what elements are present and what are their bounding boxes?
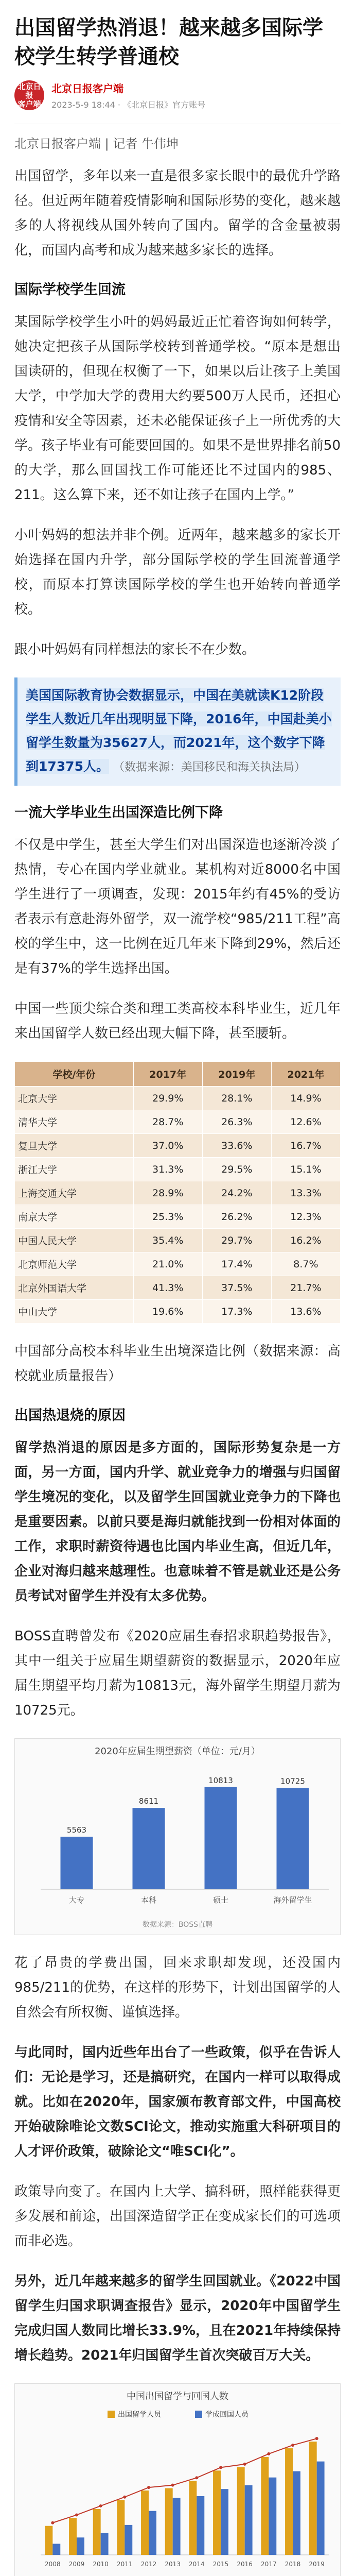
student-flow-chart xyxy=(14,2383,341,2576)
table-cell: 26.2% xyxy=(202,1205,271,1229)
table-cell: 37.0% xyxy=(133,1134,202,1158)
table-header-cell: 2017年 xyxy=(133,1062,202,1087)
chart-title: 2020年应届生期望薪资（单位：元/月） xyxy=(95,1746,260,1757)
chart2-bar-returned xyxy=(293,2471,300,2555)
body-paragraph: 与此同时，国内近些年出台了一些政策，似乎在告诉人们：无论是学习，还是搞研究，在国内一样可以取得成就。比如在2020年，国家颁布教育部文件，中国高校开始破除唯论文数SCI论文，推动实施重大科研项目的人才评价政策，破除论文“唯SCI化”。 xyxy=(14,2045,341,2159)
table-cell: 北京外国语大学 xyxy=(15,1276,134,1300)
table-cell: 17.3% xyxy=(202,1300,271,1324)
chart2-year-label: 2019 xyxy=(309,2561,325,2568)
chart2-bar-returned xyxy=(317,2462,325,2555)
chart2-bar-outbound xyxy=(285,2448,293,2555)
table-cell: 28.7% xyxy=(133,1110,202,1134)
university-table xyxy=(14,1061,341,1324)
chart2-trend-point xyxy=(51,2521,54,2524)
chart2-trend-point xyxy=(243,2463,246,2466)
chart2-bar-outbound xyxy=(45,2526,52,2555)
chart2-year-label: 2010 xyxy=(93,2561,109,2568)
table-cell: 35.4% xyxy=(133,1229,202,1252)
bar-chart-svg xyxy=(20,1760,339,1915)
table-row xyxy=(15,1087,341,1110)
table-row xyxy=(15,1276,341,1300)
legend-label: 出国留学人员 xyxy=(118,2411,161,2419)
chart-bar xyxy=(277,1788,309,1889)
chart2-trend-point xyxy=(267,2452,270,2455)
table-cell: 37.5% xyxy=(202,1276,271,1300)
author-name[interactable]: 北京日报客户端 xyxy=(51,82,123,95)
chart2-bar-outbound xyxy=(261,2457,269,2555)
chart2-year-label: 2015 xyxy=(212,2561,229,2568)
body-paragraph: 中国一些顶尖综合类和理工类高校本科毕业生，近几年来出国留学人数已经出现大幅下降，甚至腰斩。 xyxy=(14,1001,341,1041)
avatar-text: 北京日报 客户端 xyxy=(17,81,41,109)
chart-caption: 数据来源：BOSS直聘 xyxy=(142,1921,213,1929)
quote-source: （数据来源：美国移民和海关执法局） xyxy=(113,761,306,774)
table-row xyxy=(15,1205,341,1229)
chart2-year-label: 2011 xyxy=(117,2561,133,2568)
table-header-cell: 学校/年份 xyxy=(15,1062,134,1087)
chart2-bar-returned xyxy=(101,2533,109,2555)
table-cell: 29.9% xyxy=(133,1087,202,1110)
table-cell: 17.4% xyxy=(202,1252,271,1276)
chart2-year-label: 2017 xyxy=(261,2561,277,2568)
table-cell: 8.7% xyxy=(271,1252,340,1276)
body-paragraph: 政策导向变了。在国内上大学、搞科研，照样能获得更多发展和前途，出国深造留学正在变成家长们的可选项而非必选。 xyxy=(14,2184,341,2249)
chart2-year-label: 2009 xyxy=(68,2561,85,2568)
table-cell: 29.7% xyxy=(202,1229,271,1252)
chart2-bar-outbound xyxy=(165,2488,173,2555)
table-cell: 41.3% xyxy=(133,1276,202,1300)
table-cell: 复旦大学 xyxy=(15,1134,134,1158)
body-paragraph: 另外，近几年越来越多的留学生回国就业。《2022中国留学生归国求职调查报告》显示，2020年中国留学生完成归国人数同比增长33.9%，且在2021年持续保持增长趋势。2021年归国留学生首次突破百万大关。 xyxy=(14,2274,341,2363)
article-page xyxy=(0,13,355,2576)
table-row xyxy=(15,1229,341,1252)
table-cell: 16.2% xyxy=(271,1229,340,1252)
chart-bar xyxy=(205,1787,237,1889)
chart2-bar-returned xyxy=(52,2544,60,2555)
author-row[interactable] xyxy=(14,80,341,110)
chart2-bar-returned xyxy=(221,2489,228,2555)
chart2-bar-returned xyxy=(245,2485,253,2555)
chart2-bar-returned xyxy=(149,2511,156,2555)
table-cell: 29.5% xyxy=(202,1158,271,1181)
chart2-title: 中国出国留学与回国人数 xyxy=(127,2391,228,2402)
author-avatar[interactable] xyxy=(14,80,44,110)
chart2-bar-outbound xyxy=(93,2509,101,2555)
body-paragraph: 某国际学校学生小叶的妈妈最近正忙着咨询如何转学，她决定把孩子从国际学校转到普通学校。“原本是想出国读研的，但现在权衡了一下，如果以后让孩子上美国大学，中学加大学的费用大约要500万人民币，还担心疫情和安全等因素，还未必能保证孩子上一所优秀的大学。孩子毕业有可能要回国的。如果不是世界排名前50的大学，那么回国找工作可能还比不过国内的985、211。这么算下来，还不如让孩子在国内上学。” xyxy=(14,314,341,503)
chart2-bar-outbound xyxy=(237,2467,245,2555)
table-cell: 12.3% xyxy=(271,1205,340,1229)
chart2-bar-outbound xyxy=(309,2442,317,2555)
table-cell: 13.6% xyxy=(271,1300,340,1324)
table-header-row xyxy=(15,1062,341,1087)
chart2-bar-outbound xyxy=(141,2490,149,2555)
table-caption: 中国部分高校本科毕业生出境深造比例（数据来源：高校就业质量报告） xyxy=(14,1344,341,1384)
chart2-year-label: 2018 xyxy=(285,2561,301,2568)
chart2-bar-outbound xyxy=(69,2518,77,2555)
chart2-trend-point xyxy=(123,2496,126,2499)
legend-label: 学成回国人员 xyxy=(205,2411,248,2419)
table-cell: 25.3% xyxy=(133,1205,202,1229)
chart-data-label: 8611 xyxy=(138,1797,159,1806)
chart2-trend-point xyxy=(147,2486,150,2489)
chart-data-label: 10725 xyxy=(280,1776,305,1786)
table-cell: 中山大学 xyxy=(15,1300,134,1324)
intro-paragraph: 出国留学，多年以来一直是很多家长眼中的最优升学路径。但近两年随着疫情影响和国际形势的变化，越来越多的人将视线从国外转向了国内。留学的含金量被弱化，而国内高考和成为越来越多家长的选择。 xyxy=(14,168,341,258)
table-cell: 28.9% xyxy=(133,1181,202,1205)
chart2-year-label: 2008 xyxy=(45,2561,61,2568)
table-cell: 26.3% xyxy=(202,1110,271,1134)
table-cell: 上海交通大学 xyxy=(15,1181,134,1205)
chart-category-label: 本科 xyxy=(140,1895,157,1905)
chart-bar xyxy=(61,1837,93,1889)
chart2-trend-point xyxy=(219,2466,222,2469)
quote-text: 美国国际教育协会数据显示，中国在美就读K12阶段学生人数近几年出现明显下降，2016年，中国赴美小留学生数量为35627人，而2021年，这个数字下降到17375人。 xyxy=(26,688,332,774)
chart-category-label: 硕士 xyxy=(212,1895,229,1905)
chart2-trend-point xyxy=(195,2476,198,2479)
table-row xyxy=(15,1300,341,1324)
chart2-bar-returned xyxy=(173,2498,181,2555)
table-body xyxy=(15,1087,341,1324)
section-heading: 国际学校学生回流 xyxy=(14,282,126,298)
salary-chart xyxy=(14,1738,341,1935)
table-cell: 14.9% xyxy=(271,1087,340,1110)
article-title: 出国留学热消退！越来越多国际学校学生转学普通校 xyxy=(14,16,323,69)
chart2-trend-line xyxy=(52,2438,316,2523)
chart-data-label: 5563 xyxy=(66,1825,87,1835)
chart2-trend-point xyxy=(99,2504,102,2507)
section-heading: 出国热退烧的原因 xyxy=(14,1408,126,1423)
table-row xyxy=(15,1110,341,1134)
table-header-cell: 2019年 xyxy=(202,1062,271,1087)
table-cell: 21.0% xyxy=(133,1252,202,1276)
chart2-bar-outbound xyxy=(117,2500,125,2555)
table-cell: 24.2% xyxy=(202,1181,271,1205)
body-paragraph: 不仅是中学生，甚至大学生们对出国深造也逐渐冷淡了热情，专心在国内学业就业。某机构对近8000名中国学生进行了一项调查，发现：2015年约有45%的受访者表示有意赴海外留学，双一流学校“985/211工程”高校的学生中，这一比例在近几年来下降到29%，然后还是有37%的学生选择出国。 xyxy=(14,837,341,976)
chart2-bar-returned xyxy=(269,2478,276,2555)
table-cell: 12.6% xyxy=(271,1110,340,1134)
chart2-trend-point xyxy=(291,2444,294,2447)
author-meta: 2023-5-9 18:44 · 《北京日报》官方账号 xyxy=(51,100,206,110)
table-row xyxy=(15,1181,341,1205)
chart2-bar-returned xyxy=(197,2496,204,2555)
table-cell: 中国人民大学 xyxy=(15,1229,134,1252)
table-cell: 19.6% xyxy=(133,1300,202,1324)
table-cell: 15.1% xyxy=(271,1158,340,1181)
table-cell: 31.3% xyxy=(133,1158,202,1181)
legend-swatch xyxy=(108,2411,115,2418)
table-cell: 13.3% xyxy=(271,1181,340,1205)
chart-category-label: 大专 xyxy=(68,1895,85,1905)
chart-bar xyxy=(133,1808,165,1889)
legend-swatch xyxy=(195,2411,202,2418)
body-paragraph: BOSS直聘曾发布《2020应届生春招求职趋势报告》，其中一组关于应届生期望薪资的数据显示，2020年应届生期望平均月薪为10813元，海外留学生期望月薪为10725元。 xyxy=(14,1629,341,1718)
chart2-year-label: 2013 xyxy=(165,2561,181,2568)
table-cell: 28.1% xyxy=(202,1087,271,1110)
chart2-bar-returned xyxy=(125,2525,132,2555)
table-row xyxy=(15,1158,341,1181)
section-heading: 一流大学毕业生出国深造比例下降 xyxy=(14,805,223,821)
table-cell: 南京大学 xyxy=(15,1205,134,1229)
table-cell: 北京大学 xyxy=(15,1087,134,1110)
table-cell: 21.7% xyxy=(271,1276,340,1300)
byline: 北京日报客户端 | 记者 牛伟坤 xyxy=(14,124,341,151)
chart2-year-label: 2016 xyxy=(237,2561,253,2568)
body-paragraph: 花了昂贵的学费出国，回来求职却发现，还没国内985/211的优势，在这样的形势下，计划出国留学的人自然会有所权衡、谨慎选择。 xyxy=(14,1955,341,2020)
author-info xyxy=(51,80,205,110)
table-cell: 北京师范大学 xyxy=(15,1252,134,1276)
table-row xyxy=(15,1252,341,1276)
highlight-quote xyxy=(14,677,341,786)
chart-category-label: 海外留学生 xyxy=(273,1895,312,1905)
table-cell: 清华大学 xyxy=(15,1110,134,1134)
table-cell: 16.7% xyxy=(271,1134,340,1158)
body-paragraph: 留学热消退的原因是多方面的，国际形势复杂是一方面，另一方面，国内升学、就业竞争力的增强与归国留学生境况的变化，以及留学生回国就业竞争力的下降也是重要因素。以前只要是海归就能找到一份相对体面的工作，求职时薪资待遇也比国内毕业生高，但近几年，企业对海归越来越理性。也意味着不管是就业还是公务员考试对留学生并没有太多优势。 xyxy=(14,1440,341,1604)
body-paragraph: 小叶妈妈的想法并非个例。近两年，越来越多的家长开始选择在国内升学，部分国际学校的学生回流普通学校，而原本打算读国际学校的学生也开始转向普通学校。 xyxy=(14,528,341,617)
chart2-trend-point xyxy=(171,2484,174,2487)
chart2-bar-outbound xyxy=(189,2481,197,2555)
table-cell: 浙江大学 xyxy=(15,1158,134,1181)
chart2-trend-point xyxy=(75,2513,78,2516)
table-cell: 33.6% xyxy=(202,1134,271,1158)
table-row xyxy=(15,1134,341,1158)
chart-data-label: 10813 xyxy=(208,1775,233,1785)
combo-chart-svg xyxy=(20,2405,339,2576)
table-header-cell: 2021年 xyxy=(271,1062,340,1087)
chart2-year-label: 2012 xyxy=(140,2561,157,2568)
body-paragraph: 跟小叶妈妈有同样想法的家长不在少数。 xyxy=(14,642,256,657)
chart2-bar-returned xyxy=(77,2537,84,2555)
chart2-bar-outbound xyxy=(213,2470,221,2555)
chart2-year-label: 2014 xyxy=(189,2561,205,2568)
chart2-trend-point xyxy=(315,2437,318,2440)
